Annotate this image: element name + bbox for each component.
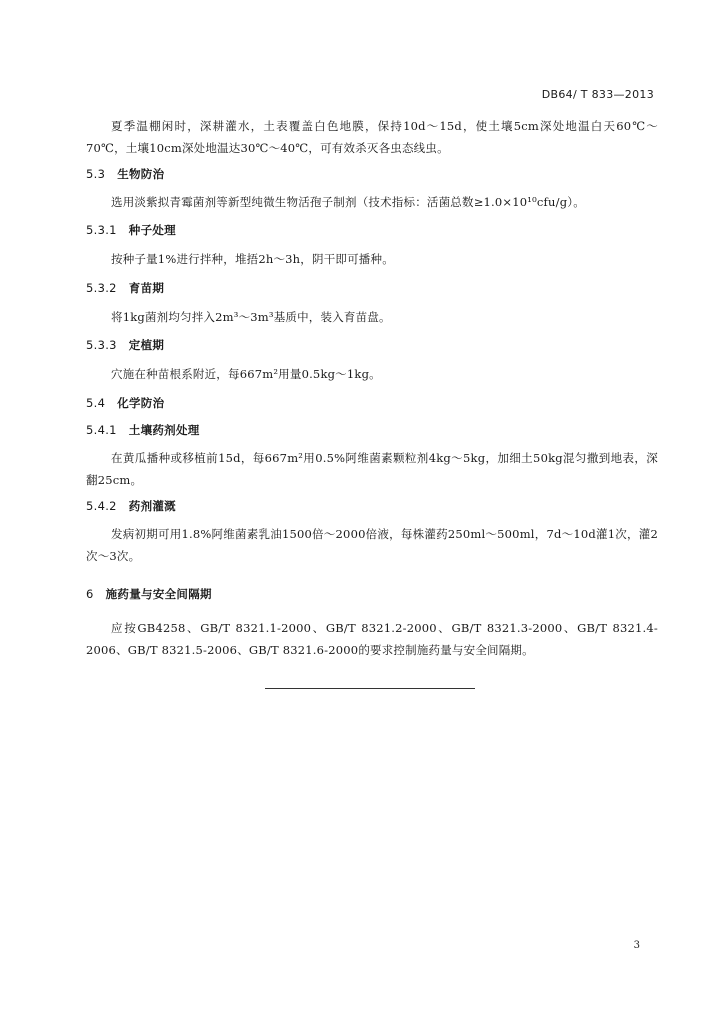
page-number: 3 <box>633 940 640 951</box>
document-id: DB64/ T 833—2013 <box>541 88 654 101</box>
section-number: 5.4 <box>86 396 106 410</box>
paragraph-drench: 发病初期可用1.8%阿维菌素乳油1500倍～2000倍液，每株灌药250ml～500ml，7d～10d灌1次，灌2次～3次。 <box>86 527 658 563</box>
end-rule <box>265 688 475 689</box>
paragraph-dosage-interval: 应按GB4258、GB/T 8321.1-2000、GB/T 8321.2-2000、GB/T 8321.3-2000、GB/T 8321.4-2006、GB/T 8321.5-2006、GB/T 8321.6-2000的要求控制施药量与安全间隔期。 <box>86 621 658 657</box>
paragraph-seed-treatment: 按种子量1%进行拌种，堆捂2h～3h，阴干即可播种。 <box>111 252 394 266</box>
section-title: 化学防治 <box>117 396 165 410</box>
section-title: 施药量与安全间隔期 <box>105 587 212 601</box>
heading-5-3-3 <box>86 337 164 353</box>
heading-5-3-2 <box>86 280 164 296</box>
heading-5-3-1 <box>86 222 176 238</box>
paragraph-biological-control: 选用淡紫拟青霉菌剂等新型纯微生物活孢子制剂（技术指标：活菌总数≥1.0×10¹⁰cfu/g）。 <box>111 195 585 209</box>
section-title: 土壤药剂处理 <box>128 423 200 437</box>
section-title: 药剂灌溉 <box>128 499 176 513</box>
heading-5-4 <box>86 395 164 411</box>
section-number: 5.3.1 <box>86 223 117 237</box>
heading-5-3 <box>86 166 164 182</box>
section-number: 5.4.1 <box>86 423 117 437</box>
paragraph-summer-solarization: 夏季温棚闲时，深耕灌水，土表覆盖白色地膜，保持10d～15d，使土壤5cm深处地温白天60℃～70℃，土壤10cm深处地温达30℃～40℃，可有效杀灭各虫态线虫。 <box>86 119 658 155</box>
section-number: 5.3 <box>86 167 106 181</box>
section-number: 5.3.2 <box>86 281 117 295</box>
section-number: 6 <box>86 587 94 601</box>
paragraph-seedling-stage: 将1kg菌剂均匀拌入2m³～3m³基质中，装入育苗盘。 <box>111 310 391 324</box>
section-number: 5.4.2 <box>86 499 117 513</box>
section-title: 育苗期 <box>128 281 165 295</box>
section-title: 种子处理 <box>128 223 176 237</box>
paragraph-transplanting-stage: 穴施在种苗根系附近，每667m²用量0.5kg～1kg。 <box>111 367 381 381</box>
section-number: 5.3.3 <box>86 338 117 352</box>
paragraph-soil-treatment: 在黄瓜播种或移植前15d，每667m²用0.5%阿维菌素颗粒剂4kg～5kg，加细土50kg混匀撒到地表，深翻25cm。 <box>86 451 658 487</box>
heading-6 <box>86 586 212 602</box>
section-title: 定植期 <box>128 338 165 352</box>
section-title: 生物防治 <box>117 167 165 181</box>
heading-5-4-1 <box>86 422 200 438</box>
heading-5-4-2 <box>86 498 176 514</box>
